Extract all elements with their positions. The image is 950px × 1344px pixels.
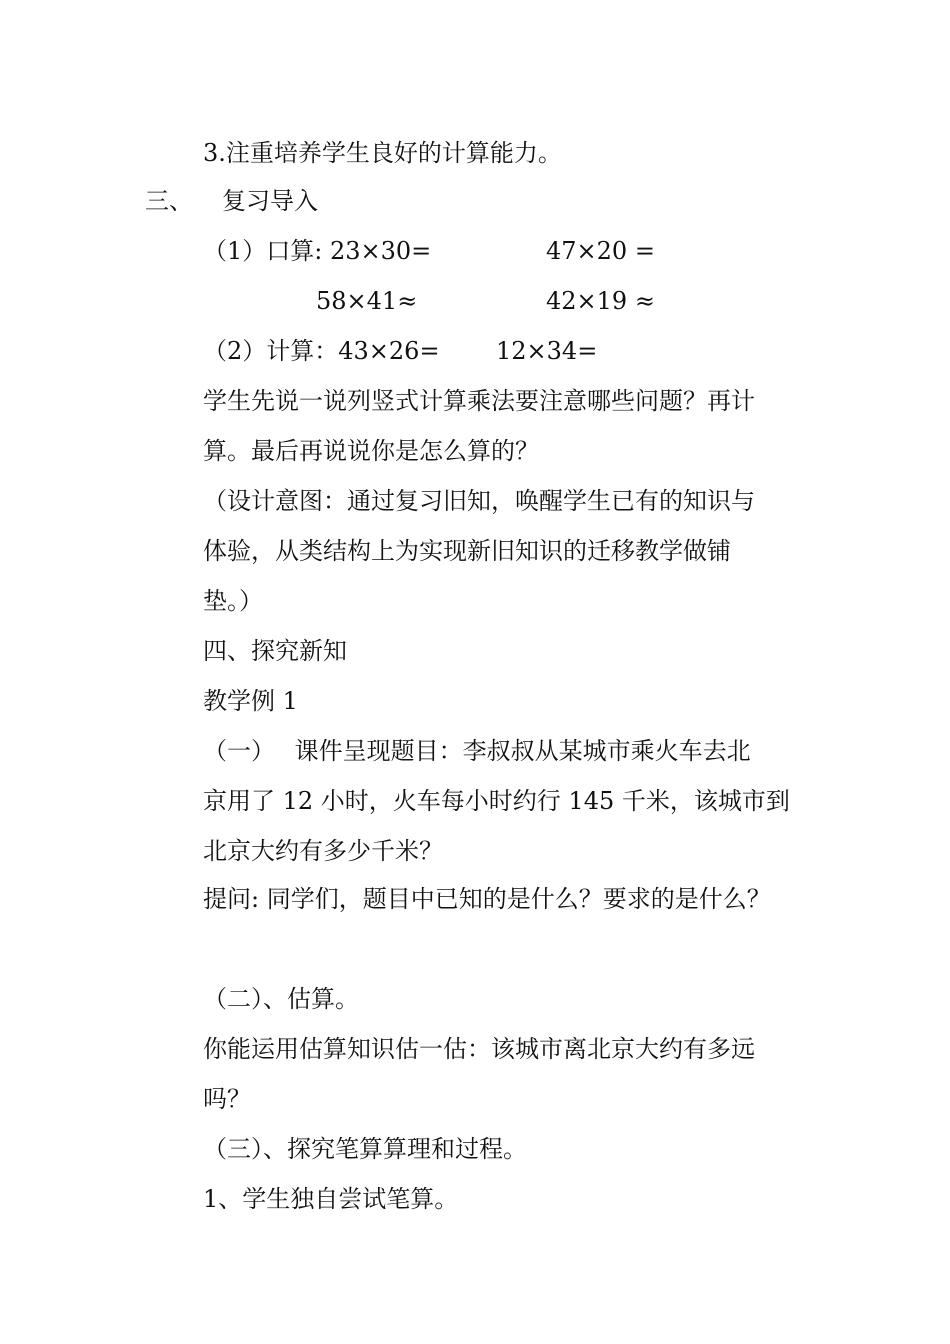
written-calc-2: 12×34=	[496, 337, 598, 365]
problem-line: 北京大约有多少千米？	[203, 837, 443, 865]
question-line: 提问: 同学们，题目中已知的是什么？要求的是什么？	[203, 885, 771, 913]
design-intent-line: 垫。）	[203, 587, 263, 615]
problem-line: （一） 课件呈现题目：李叔叔从某城市乘火车去北	[203, 737, 751, 765]
estimation-line: 你能运用估算知识估一估：该城市离北京大约有多远	[203, 1035, 755, 1063]
example-heading: 教学例 1	[203, 687, 298, 715]
oral-calc-2: 47×20 =	[546, 237, 655, 265]
design-intent-line: 体验，从类结构上为实现新旧知识的迁移教学做铺	[203, 537, 731, 565]
section-3-number: 三、	[145, 187, 193, 215]
written-calc-1: （2）计算：43×26=	[203, 337, 440, 365]
oral-calc-4: 42×19 ≈	[546, 287, 655, 315]
estimation-line: 吗？	[203, 1085, 251, 1113]
estimation-heading: （二）、估算。	[203, 985, 359, 1013]
explore-heading: （三）、探究笔算算理和过程。	[203, 1135, 527, 1163]
paragraph-line: 学生先说一说列竖式计算乘法要注意哪些问题？再计	[203, 387, 755, 415]
oral-calc-1: （1）口算: 23×30=	[203, 237, 432, 265]
section-4-heading: 四、探究新知	[203, 637, 347, 665]
design-intent-line: （设计意图：通过复习旧知，唤醒学生已有的知识与	[203, 487, 755, 515]
oral-calc-3: 58×41≈	[316, 287, 418, 315]
explore-step-1: 1、学生独自尝试笔算。	[203, 1185, 459, 1213]
problem-line: 京用了 12 小时，火车每小时约行 145 千米，该城市到	[203, 787, 790, 815]
paragraph-line: 算。最后再说说你是怎么算的？	[203, 437, 539, 465]
goal-item-3: 3.注重培养学生良好的计算能力。	[203, 139, 562, 167]
section-3-heading: 复习导入	[222, 187, 318, 215]
